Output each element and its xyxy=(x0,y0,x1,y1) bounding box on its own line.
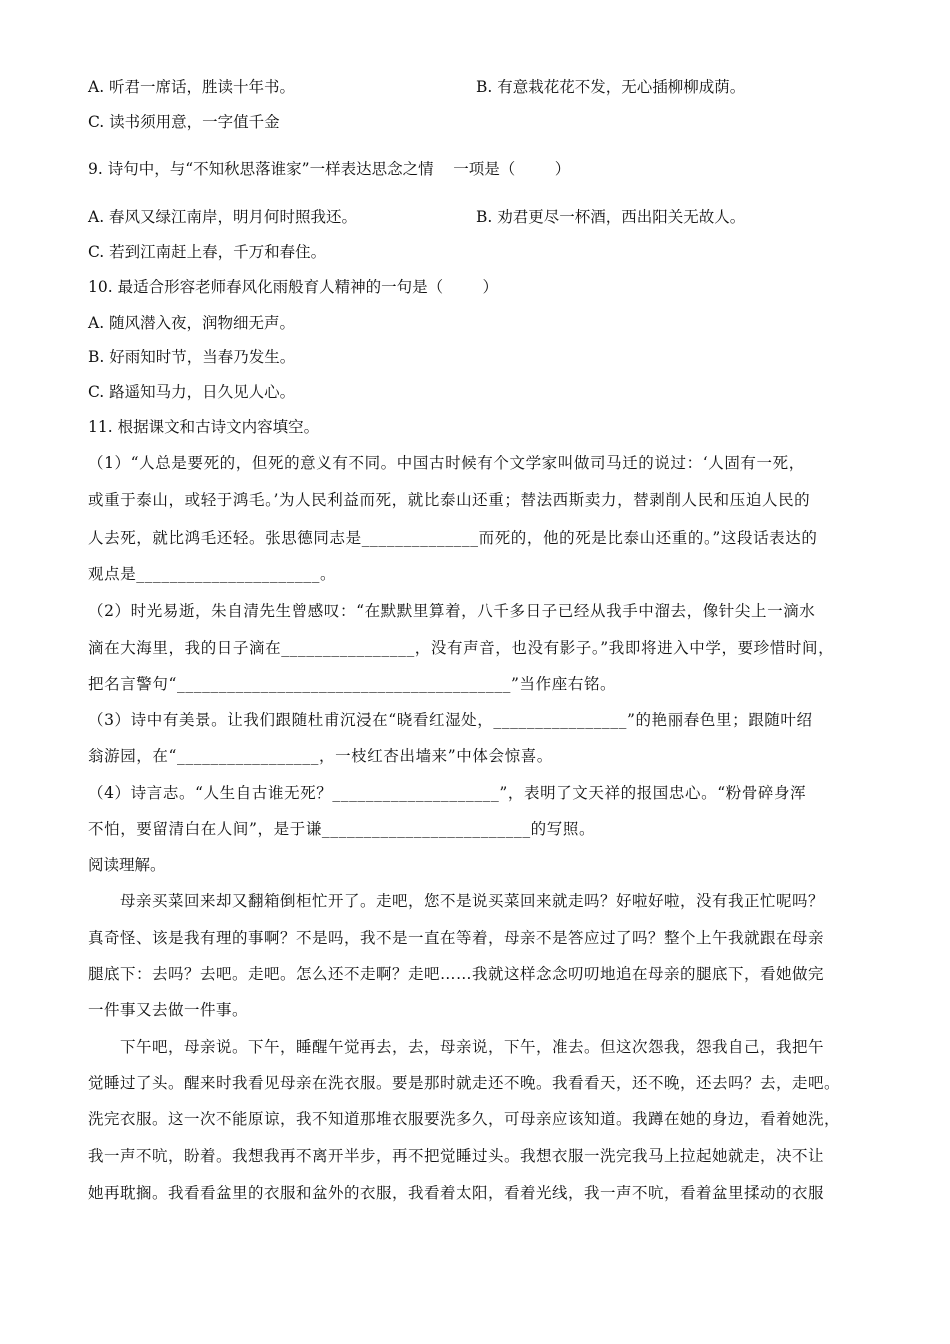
q9-option-b: B. 劝君更尽一杯酒，西出阳关无故人。 xyxy=(476,208,746,226)
q10-option-a: A. 随风潜入夜，润物细无声。 xyxy=(88,314,296,332)
reading-line: 她再耽搁。我看看盆里的衣服和盆外的衣服，我看着太阳，看着光线，我一声不吭，看着盆里揉动的衣服 xyxy=(88,1184,825,1202)
reading-heading: 阅读理解。 xyxy=(88,856,166,874)
q9-stem: 9. 诗句中，与“不知秋思落谁家”一样表达思念之情 一项是（ ） xyxy=(88,160,571,178)
q11-stem: 11. 根据课文和古诗文内容填空。 xyxy=(88,418,320,436)
q11-line: 翁游园，在“_________________，一枝红杏出墙来”中体会惊喜。 xyxy=(88,747,553,765)
q11-line: 不怕，要留清白在人间”，是于谦_________________________的写照。 xyxy=(88,820,596,838)
reading-line: 母亲买菜回来却又翻箱倒柜忙开了。走吧，您不是说买菜回来就走吗？好啦好啦，没有我正忙呢吗？ xyxy=(120,892,825,910)
reading-line: 真奇怪、该是我有理的事啊？不是吗，我不是一直在等着，母亲不是答应过了吗？整个上午我就跟在母亲 xyxy=(88,929,825,947)
q10-option-b: B. 好雨知时节，当春乃发生。 xyxy=(88,348,296,366)
q11-line: （4）诗言志。“人生自古谁无死？____________________”，表明了文天祥的报国忠心。“粉骨碎身浑 xyxy=(88,784,807,802)
reading-line: 觉睡过了头。醒来时我看见母亲在洗衣服。要是那时就走还不晚。我看看天，还不晚，还去吗？去，走吧。 xyxy=(88,1074,841,1092)
q8-option-b: B. 有意栽花花不发，无心插柳柳成荫。 xyxy=(476,78,746,96)
q11-line: （2）时光易逝，朱自清先生曾感叹：“在默默里算着，八千多日子已经从我手中溜去，像针尖上一滴水 xyxy=(88,602,816,620)
q11-line: （1）“人总是要死的，但死的意义有不同。中国古时候有个文学家叫做司马迁的说过：‘人固有一死， xyxy=(88,454,805,472)
q10-stem: 10. 最适合形容老师春风化雨般育人精神的一句是（ ） xyxy=(88,278,498,296)
q8-option-c: C. 读书须用意，一字值千金 xyxy=(88,113,280,131)
reading-line: 一件事又去做一件事。 xyxy=(88,1001,249,1019)
reading-line: 洗完衣服。这一次不能原谅，我不知道那堆衣服要洗多久，可母亲应该知道。我蹲在她的身边，看着她洗， xyxy=(88,1110,841,1128)
reading-line: 下午吧，母亲说。下午，睡醒午觉再去，去，母亲说，下午，准去。但这次怨我，怨我自己，我把午 xyxy=(120,1038,825,1056)
q9-option-a: A. 春风又绿江南岸，明月何时照我还。 xyxy=(88,208,358,226)
q11-line: 把名言警句“________________________________________”当作座右铭。 xyxy=(88,675,617,693)
reading-line: 我一声不吭，盼着。我想我再不离开半步，再不把觉睡过头。我想衣服一洗完我马上拉起她就走，决不让 xyxy=(88,1147,825,1165)
q11-line: （3）诗中有美景。让我们跟随杜甫沉浸在“晓看红湿处，________________”的艳丽春色里；跟随叶绍 xyxy=(88,711,813,729)
q11-line: 滴在大海里，我的日子滴在________________，没有声音，也没有影子。”我即将进入中学，要珍惜时间， xyxy=(88,639,835,657)
q10-option-c: C. 路遥知马力，日久见人心。 xyxy=(88,383,296,401)
q11-line: 或重于泰山，或轻于鸿毛。’为人民利益而死，就比泰山还重；替法西斯卖力，替剥削人民和压迫人民的 xyxy=(88,491,811,509)
q11-line: 观点是______________________。 xyxy=(88,565,337,583)
reading-line: 腿底下：去吗？去吧。走吧。怎么还不走啊？走吧……我就这样念念叨叨地追在母亲的腿底下，看她做完 xyxy=(88,965,825,983)
q11-line: 人去死，就比鸿毛还轻。张思德同志是______________而死的，他的死是比泰山还重的。”这段话表达的 xyxy=(88,529,818,547)
q8-option-a: A. 听君一席话，胜读十年书。 xyxy=(88,78,296,96)
q9-option-c: C. 若到江南赶上春，千万和春住。 xyxy=(88,243,327,261)
